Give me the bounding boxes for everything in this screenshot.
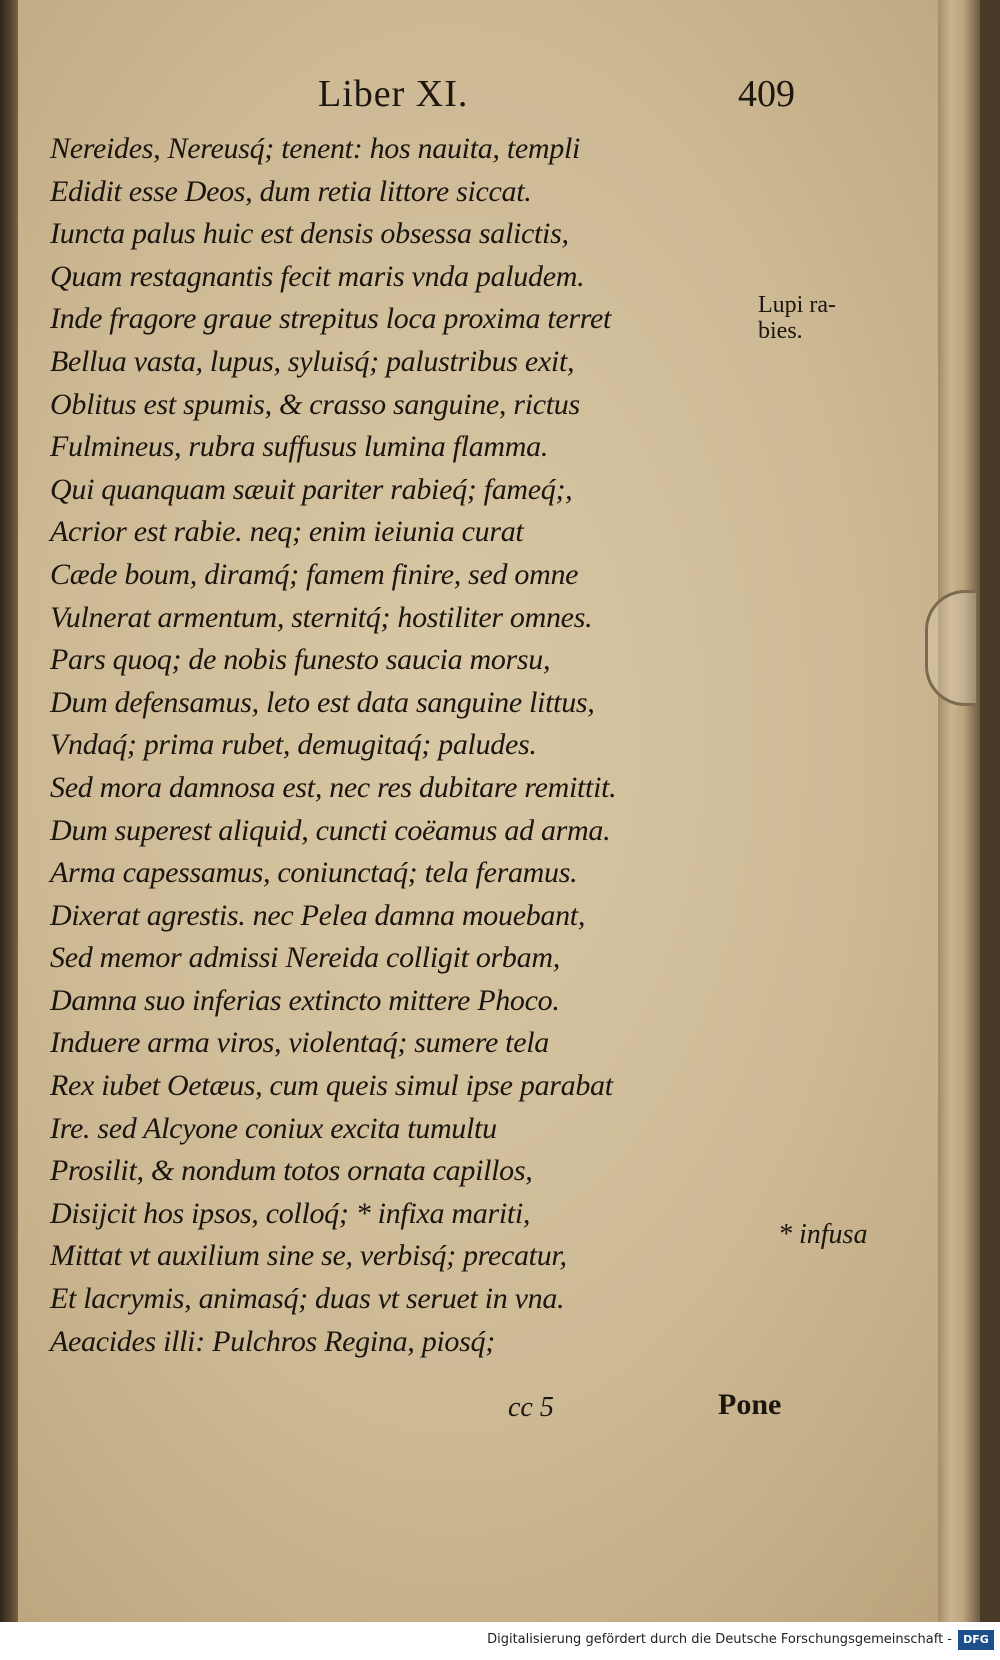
- verse-line: Rex iubet Oetæus, cum queis simul ipse parabat: [50, 1069, 613, 1103]
- marginal-note-line: bies.: [758, 318, 803, 344]
- verse-line: Quam restagnantis fecit maris vnda paludem.: [50, 259, 585, 293]
- verse-line: Disijcit hos ipsos, colloq́; * infixa mariti,: [50, 1196, 531, 1230]
- page-tab-mark: [925, 590, 976, 706]
- digitization-footer: [0, 1622, 1000, 1660]
- verse-line: Nereides, Nereusq́; tenent: hos nauita, templi: [50, 132, 581, 165]
- verse-line: Dum defensamus, leto est data sanguine littus,: [50, 685, 595, 719]
- verse-line: Fulmineus, rubra suffusus lumina flamma.: [50, 430, 549, 464]
- verse-line: Vndaq́; prima rubet, demugitaq́; paludes.: [50, 728, 537, 762]
- verse-line: Arma capessamus, coniunctaq́; tela feramus.: [50, 856, 578, 890]
- verse-line: Inde fragore graue strepitus loca proxima terret: [50, 302, 612, 336]
- marginal-note-lupi-rabies: [758, 292, 868, 344]
- verse-line: Pars quoq; de nobis funesto saucia morsu,: [50, 643, 551, 677]
- verse-line: Cæde boum, diramq́; famem finire, sed omne: [50, 557, 579, 591]
- catchword: Pone: [718, 1388, 782, 1421]
- verse-line: Sed memor admissi Nereida colligit orbam,: [50, 941, 560, 975]
- verse-line: Oblitus est spumis, & crasso sanguine, rictus: [50, 387, 580, 421]
- marginal-note-infusa: * infusa: [778, 1219, 868, 1250]
- verse-line: Bellua vasta, lupus, syluisq́; palustribus exit,: [50, 344, 575, 378]
- book-page: [18, 0, 980, 1622]
- verse-line: Sed mora damnosa est, nec res dubitare remittit.: [50, 770, 617, 804]
- verse-line: Induere arma viros, violentaq́; sumere tela: [50, 1026, 549, 1060]
- verse-line: Vulnerat armentum, sternitq́; hostiliter omnes.: [50, 600, 593, 634]
- verse-line: Mittat vt auxilium sine se, verbisq́; precatur,: [50, 1239, 567, 1273]
- marginal-note-line: Lupi ra-: [758, 292, 836, 318]
- running-head: Liber XI.: [318, 73, 469, 115]
- verse-line: Aeacides illi: Pulchros Regina, piosq́;: [50, 1324, 495, 1358]
- verse-line: Iuncta palus huic est densis obsessa salictis,: [50, 217, 569, 251]
- page-number: 409: [738, 73, 795, 115]
- verse-line: Et lacrymis, animasq́; duas vt seruet in vna.: [50, 1282, 565, 1316]
- verse-line: Ire. sed Alcyone coniux excita tumultu: [50, 1111, 497, 1145]
- verse-line: Qui quanquam sæuit pariter rabieq́; fameq́;,: [50, 472, 573, 506]
- dfg-logo: DFG: [958, 1630, 994, 1650]
- verse-line: Dum superest aliquid, cuncti coëamus ad arma.: [50, 813, 611, 847]
- verse-text: [50, 128, 740, 1363]
- facing-page-edge: [938, 0, 980, 1622]
- footer-credit: Digitalisierung gefördert durch die Deutsche Forschungsgemeinschaft -: [487, 1632, 952, 1647]
- verse-line: Acrior est rabie. neq; enim ieiunia curat: [50, 515, 524, 549]
- verse-line: Dixerat agrestis. nec Pelea damna mouebant,: [50, 898, 586, 932]
- verse-line: Edidit esse Deos, dum retia littore siccat.: [50, 174, 532, 208]
- signature-mark: cc 5: [508, 1392, 554, 1423]
- page-header: [18, 72, 978, 120]
- verse-line: Prosilit, & nondum totos ornata capillos,: [50, 1154, 533, 1188]
- verse-line: Damna suo inferias extincto mittere Phoco.: [50, 983, 560, 1017]
